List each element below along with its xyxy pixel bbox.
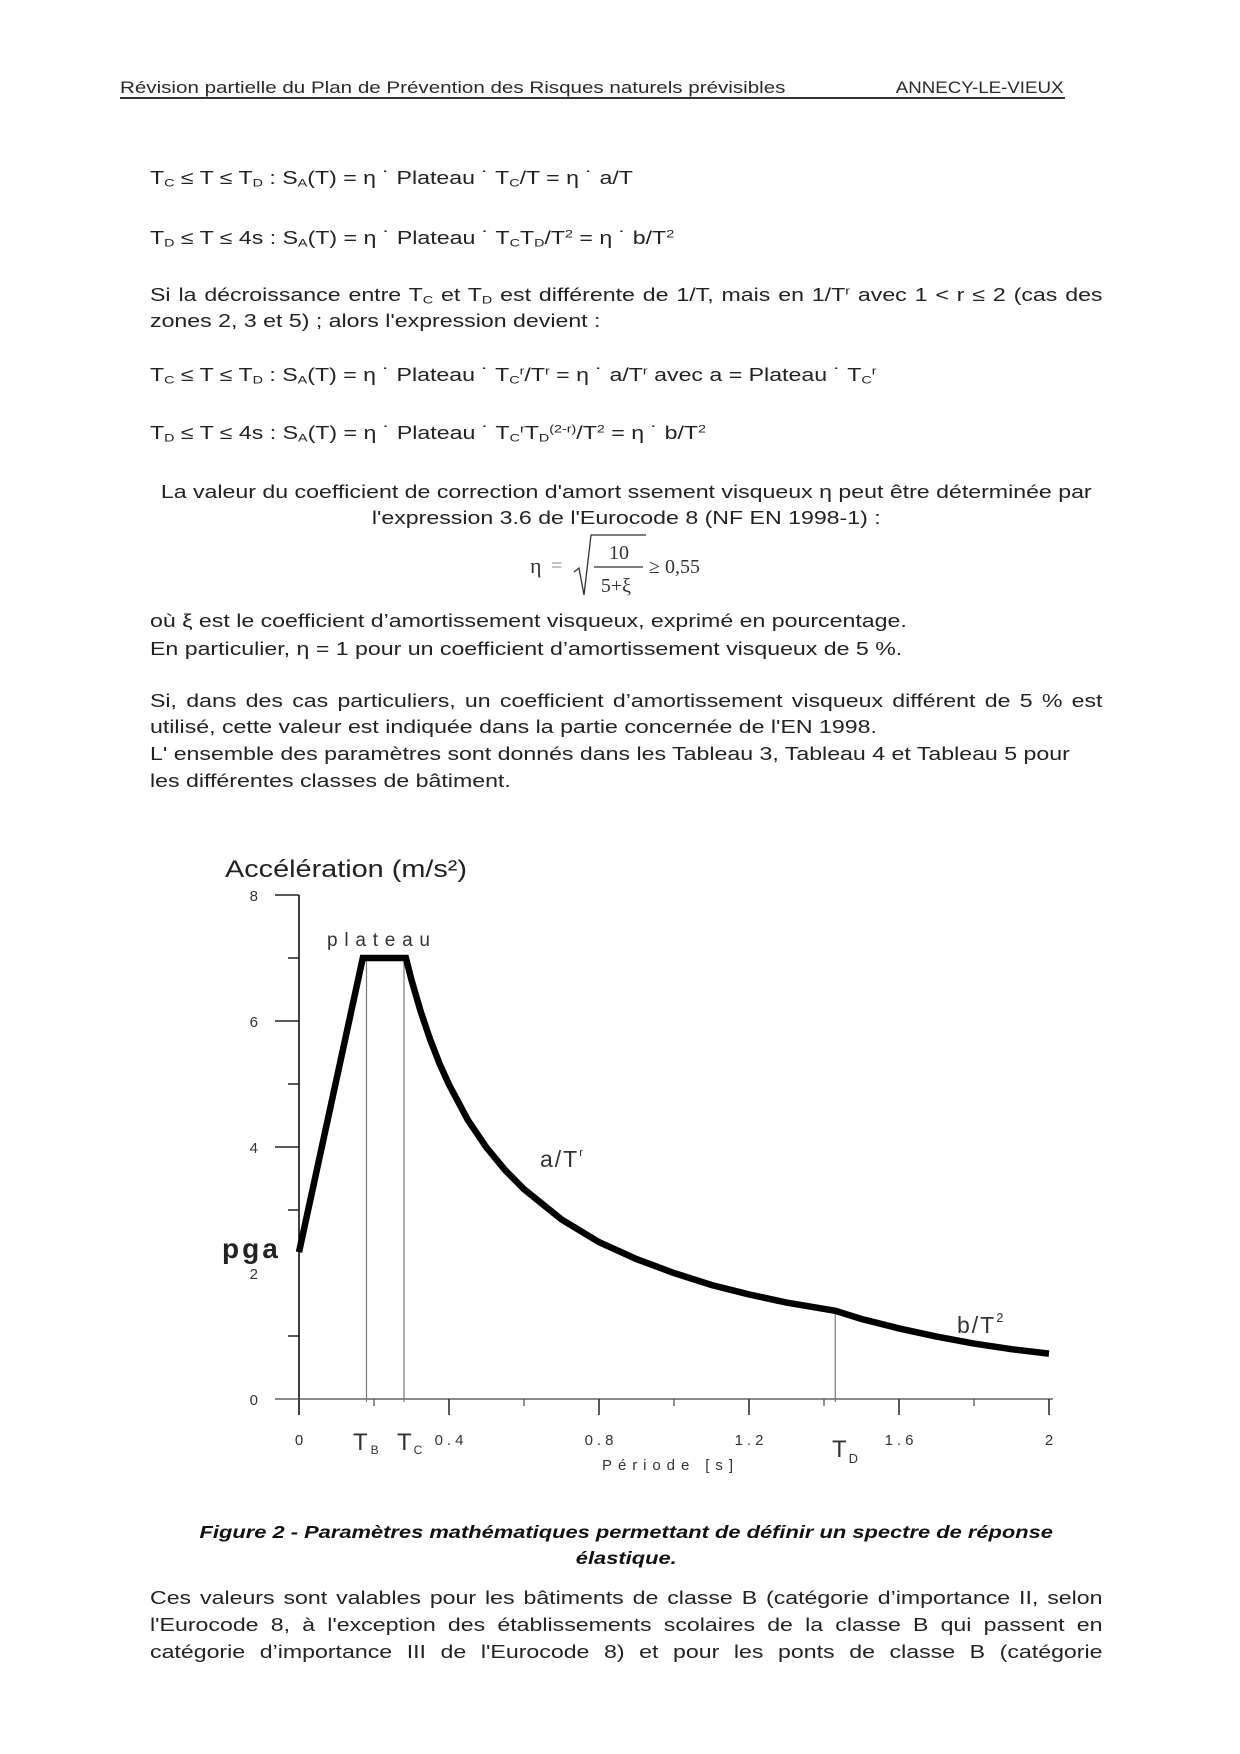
subscript: C xyxy=(509,374,520,387)
subscript: C xyxy=(509,177,520,190)
text-run: = η ˙ a/T xyxy=(549,364,643,385)
paragraph-classe-b-line: Ces valeurs sont valables pour les bâtiments de classe B (catégorie d’importance II, selon xyxy=(150,1587,1103,1608)
eta-formula xyxy=(515,528,735,603)
paragraph-classe-b-line: catégorie d’importance III de l'Eurocode 8) et pour les ponts de classe B (catégorie xyxy=(150,1641,1103,1662)
text-run: ≤ T ≤ T xyxy=(174,167,253,188)
superscript: 2 xyxy=(698,423,707,436)
subscript: D xyxy=(538,432,550,445)
paragraph-classe-b-line: l'Eurocode 8, à l'exception des établissements scolaires de la classe B qui passent en xyxy=(150,1614,1103,1635)
text-run: T xyxy=(150,364,165,385)
superscript: r xyxy=(544,365,550,378)
decay-label-exponent: r xyxy=(579,1147,585,1159)
text-run: = η ˙ b/T xyxy=(573,227,667,248)
text-run: avec a = Plateau ˙ T xyxy=(647,364,862,385)
superscript: 2 xyxy=(565,228,574,241)
marker-label-letter: T xyxy=(832,1436,847,1463)
text-run: T xyxy=(519,227,535,248)
response-spectrum-curve xyxy=(299,958,1049,1354)
equation-td-4s xyxy=(150,227,1103,249)
marker-label-td xyxy=(832,1436,858,1466)
tail-label xyxy=(957,1310,1005,1338)
x-tick-label: 0.8 xyxy=(584,1432,618,1449)
equation-tc-td-general xyxy=(150,364,1103,386)
header-location: ANNECY-LE-VIEUX xyxy=(895,78,1063,97)
formula-equals: = xyxy=(551,555,563,577)
paragraph-decroissance-line xyxy=(150,284,1103,306)
paragraph-amortissement-line: Si, dans des cas particuliers, un coefficient d’amortissement visqueux différent de 5 % est xyxy=(150,690,1103,711)
formula-lhs: η xyxy=(530,553,542,578)
x-tick-label: 0.4 xyxy=(434,1432,468,1449)
subscript: D xyxy=(481,294,493,307)
superscript: r xyxy=(519,365,525,378)
equation-td-4s-general xyxy=(150,422,1103,444)
subscript: C xyxy=(509,237,520,250)
text-run: T xyxy=(150,167,165,188)
text-run: ≤ T ≤ T xyxy=(174,364,253,385)
text-run: : S xyxy=(262,167,298,188)
y-tick-label: 8 xyxy=(249,888,258,905)
superscript: r xyxy=(519,423,525,436)
subscript: C xyxy=(422,294,434,307)
tail-label-exponent: 2 xyxy=(996,1310,1006,1325)
pga-label: pga xyxy=(222,1233,281,1264)
decay-label-main: a/T xyxy=(540,1146,580,1172)
text-run: = η ˙ b/T xyxy=(604,422,699,443)
y-axis-title: Accélération (m/s²) xyxy=(225,856,467,883)
text-run: et T xyxy=(433,284,482,305)
superscript: r xyxy=(845,285,851,298)
superscript: 2 xyxy=(596,423,605,436)
x-tick-label: 1.2 xyxy=(734,1432,768,1449)
decay-label xyxy=(540,1146,585,1172)
text-run: : S xyxy=(262,364,298,385)
y-tick-label: 6 xyxy=(249,1014,258,1031)
subscript: A xyxy=(297,374,308,387)
superscript: r xyxy=(871,365,877,378)
marker-label-subscript: C xyxy=(413,1443,423,1457)
marker-label-letter: T xyxy=(397,1429,412,1456)
paragraph-amortissement-line: utilisé, cette valeur est indiquée dans la partie concernée de l'EN 1998. xyxy=(150,716,877,737)
text-run: (T) = η ˙ Plateau ˙ T xyxy=(307,364,510,385)
marker-label-tc xyxy=(397,1429,423,1457)
superscript: (2-r) xyxy=(549,423,577,436)
text-run: T xyxy=(524,422,539,443)
subscript: A xyxy=(298,432,308,445)
text-run: (T) = η ˙ Plateau ˙ T xyxy=(307,422,510,443)
text-run: est différente de 1/T, mais en 1/T xyxy=(492,284,846,305)
subscript: A xyxy=(298,237,308,250)
superscript: r xyxy=(642,365,648,378)
text-run: (T) = η ˙ Plateau ˙ T xyxy=(307,167,510,188)
paragraph-xi-line: En particulier, η = 1 pour un coefficient d’amortissement visqueux de 5 %. xyxy=(150,638,903,659)
text-run: avec 1 < r ≤ 2 (cas des xyxy=(850,284,1103,305)
paragraph-decroissance-line: zones 2, 3 et 5) ; alors l'expression devient : xyxy=(150,310,601,331)
paragraph-amortissement-line: les différentes classes de bâtiment. xyxy=(150,770,511,791)
subscript: C xyxy=(509,432,520,445)
text-run: Si la décroissance entre T xyxy=(150,284,423,305)
subscript: D xyxy=(164,237,175,250)
formula-denominator: 5+ξ xyxy=(600,575,632,597)
marker-label-subscript: D xyxy=(848,1451,859,1466)
subscript: C xyxy=(164,177,175,190)
y-tick-label: 2 xyxy=(249,1266,258,1283)
subscript: A xyxy=(297,177,308,190)
y-tick-label: 0 xyxy=(249,1392,258,1409)
x-tick-label: 2 xyxy=(1044,1432,1058,1449)
tail-label-main: b/T xyxy=(957,1312,997,1338)
paragraph-eta-line: l'expression 3.6 de l'Eurocode 8 (NF EN 1998-1) : xyxy=(371,507,881,528)
paragraph-eta-line: La valeur du coefficient de correction d'amort ssement visqueux η peut être déterminée par xyxy=(160,481,1092,502)
text-run: T xyxy=(150,422,165,443)
marker-label-letter: T xyxy=(353,1429,368,1456)
x-tick-label: 0 xyxy=(294,1432,308,1449)
paragraph-xi-line: où ξ est le coefficient d’amortissement visqueux, exprimé en pourcentage. xyxy=(150,610,907,631)
figure-caption-line: élastique. xyxy=(575,1548,677,1568)
subscript: D xyxy=(252,374,263,387)
chart-marks xyxy=(250,888,1058,1449)
superscript: 2 xyxy=(666,228,675,241)
marker-label-tb xyxy=(353,1429,379,1457)
response-spectrum-chart xyxy=(180,840,1080,1490)
text-run: /T xyxy=(524,364,545,385)
subscript: D xyxy=(252,177,263,190)
formula-numerator: 10 xyxy=(609,542,629,564)
subscript: C xyxy=(861,374,872,387)
text-run: T xyxy=(150,227,165,248)
figure-caption-line: Figure 2 - Paramètres mathématiques permettant de définir un spectre de réponse xyxy=(199,1522,1053,1542)
subscript: C xyxy=(164,374,175,387)
subscript: D xyxy=(534,237,545,250)
text-run: /T = η ˙ a/T xyxy=(519,167,633,188)
x-tick-label: 1.6 xyxy=(884,1432,918,1449)
text-run: (T) = η ˙ Plateau ˙ T xyxy=(307,227,510,248)
text-run: /T xyxy=(576,422,597,443)
equation-tc-td xyxy=(150,167,1103,189)
text-run: ≤ T ≤ 4s : S xyxy=(174,422,299,443)
formula-rhs: ≥ 0,55 xyxy=(649,556,700,578)
marker-label-subscript: B xyxy=(370,1443,379,1457)
plateau-label: plateau xyxy=(327,930,430,951)
paragraph-amortissement-line: L' ensemble des paramètres sont donnés dans les Tableau 3, Tableau 4 et Tableau 5 pour xyxy=(150,743,1070,764)
y-tick-label: 4 xyxy=(249,1140,258,1157)
header-rule xyxy=(120,97,1065,99)
x-axis-title: Période [s] xyxy=(602,1457,733,1474)
header-title: Révision partielle du Plan de Prévention des Risques naturels prévisibles xyxy=(120,78,786,97)
text-run: /T xyxy=(544,227,566,248)
text-run: ≤ T ≤ 4s : S xyxy=(174,227,299,248)
subscript: D xyxy=(164,432,175,445)
